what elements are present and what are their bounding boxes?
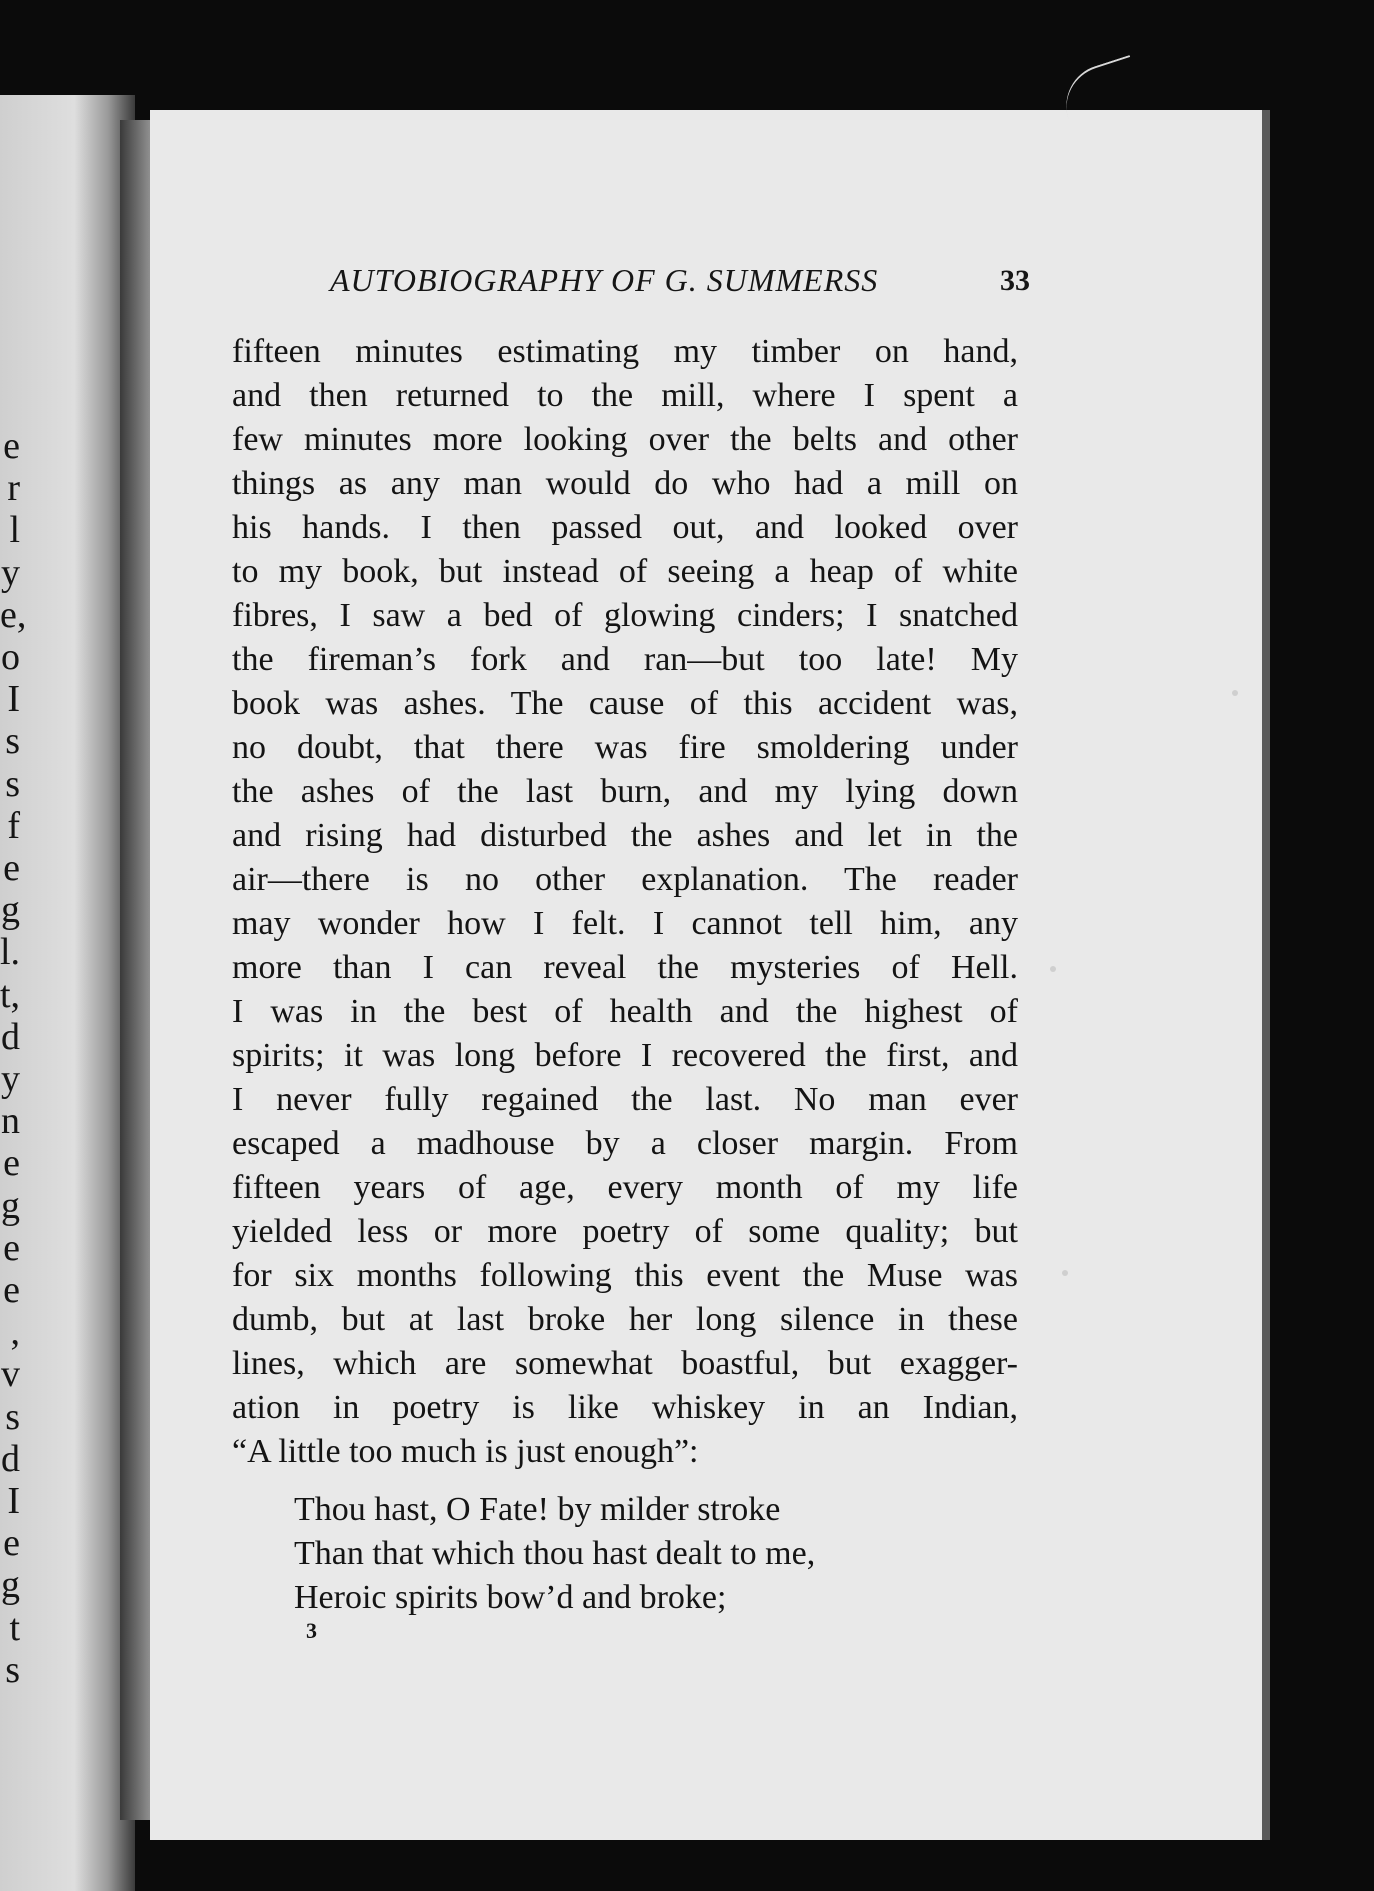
left-page-fragment: d [1, 1437, 20, 1480]
left-page-fragment: y [1, 551, 20, 594]
text-line: may wonder how I felt. I cannot tell him, any [232, 905, 1018, 942]
left-page-fragment: s [5, 1648, 20, 1691]
left-page-fragment: s [5, 720, 20, 763]
text-line: dumb, but at last broke her long silence in these [232, 1301, 1018, 1338]
left-page-fragment: f [7, 804, 20, 847]
left-page-fragment: e [3, 1522, 20, 1565]
text-line: for six months following this event the Muse was [232, 1257, 1018, 1294]
page-header [330, 262, 1030, 306]
text-line: and then returned to the mill, where I spent a [232, 377, 1018, 414]
left-page-fragment: y [1, 1058, 20, 1101]
left-page-fragment: e, [0, 593, 27, 636]
verse-stanza [294, 1488, 994, 1620]
text-line: air—there is no other explanation. The reader [232, 861, 1018, 898]
left-page-fragment: l. [0, 931, 21, 974]
text-line: and rising had disturbed the ashes and let in the [232, 817, 1018, 854]
text-line: ation in poetry is like whiskey in an Indian, [232, 1389, 1018, 1426]
verse-line: Thou hast, O Fate! by milder stroke [294, 1491, 781, 1528]
left-page-fragment: g [1, 889, 20, 932]
text-line: fifteen years of age, every month of my life [232, 1169, 1018, 1206]
scan-speck [1050, 966, 1056, 972]
left-page-fragment: e [3, 425, 20, 467]
left-page-fragment: l [9, 509, 20, 552]
left-page-fragment: e [3, 847, 20, 890]
left-page-fragment: e [3, 1142, 20, 1185]
left-page-fragment: I [7, 678, 20, 721]
text-line: more than I can reveal the mysteries of Hell. [232, 949, 1018, 986]
body-text [232, 330, 1018, 1474]
text-line: few minutes more looking over the belts and other [232, 421, 1018, 458]
left-facing-page [0, 95, 135, 1891]
left-page-fragment: t, [0, 973, 21, 1016]
text-line: yielded less or more poetry of some quality; but [232, 1213, 1018, 1250]
left-page-fragment: t [9, 1606, 20, 1649]
text-line: book was ashes. The cause of this accident was, [232, 685, 1018, 722]
text-line: his hands. I then passed out, and looked over [232, 509, 1018, 546]
text-line: I was in the best of health and the highest of [232, 993, 1018, 1030]
left-page-fragment: s [5, 1395, 20, 1438]
text-line: to my book, but instead of seeing a heap of white [232, 553, 1018, 590]
text-line: no doubt, that there was fire smoldering under [232, 729, 1018, 766]
text-line: fifteen minutes estimating my timber on hand, [232, 333, 1018, 370]
page-number: 33 [1000, 264, 1030, 297]
text-line: escaped a madhouse by a closer margin. From [232, 1125, 1018, 1162]
left-page-text-fragments [0, 425, 27, 1691]
page-edge [1262, 110, 1270, 1840]
left-page-fragment: g [1, 1184, 20, 1227]
text-line: “A little too much is just enough”: [232, 1433, 699, 1470]
text-line: the ashes of the last burn, and my lying down [232, 773, 1018, 810]
left-page-fragment: d [1, 1015, 20, 1058]
text-line: things as any man would do who had a mill on [232, 465, 1018, 502]
scan-speck [1062, 1270, 1068, 1276]
left-page-fragment: n [1, 1100, 20, 1143]
left-page-fragment: g [1, 1564, 20, 1607]
running-head: AUTOBIOGRAPHY OF G. SUMMERSS [330, 262, 879, 298]
text-line: the fireman’s fork and ran—but too late! My [232, 641, 1018, 678]
left-page-fragment: o [1, 636, 20, 679]
signature-mark: 3 [306, 1618, 317, 1643]
left-page-fragment: r [7, 467, 20, 510]
left-page-fragment: e [3, 1269, 20, 1312]
left-page-fragment: , [10, 1311, 20, 1354]
scan-speck [1232, 690, 1238, 696]
verse-line: Heroic spirits bow’d and broke; [294, 1579, 727, 1616]
left-page-fragment: s [5, 762, 20, 805]
text-line: lines, which are somewhat boastful, but exagger- [232, 1345, 1018, 1382]
left-page-fragment: I [7, 1480, 20, 1523]
text-line: spirits; it was long before I recovered the first, and [232, 1037, 1018, 1074]
verse-line: Than that which thou hast dealt to me, [294, 1535, 816, 1572]
left-page-fragment: e [3, 1226, 20, 1269]
text-line: I never fully regained the last. No man ever [232, 1081, 1018, 1118]
text-line: fibres, I saw a bed of glowing cinders; I snatched [232, 597, 1018, 634]
left-page-fragment: v [1, 1353, 20, 1396]
